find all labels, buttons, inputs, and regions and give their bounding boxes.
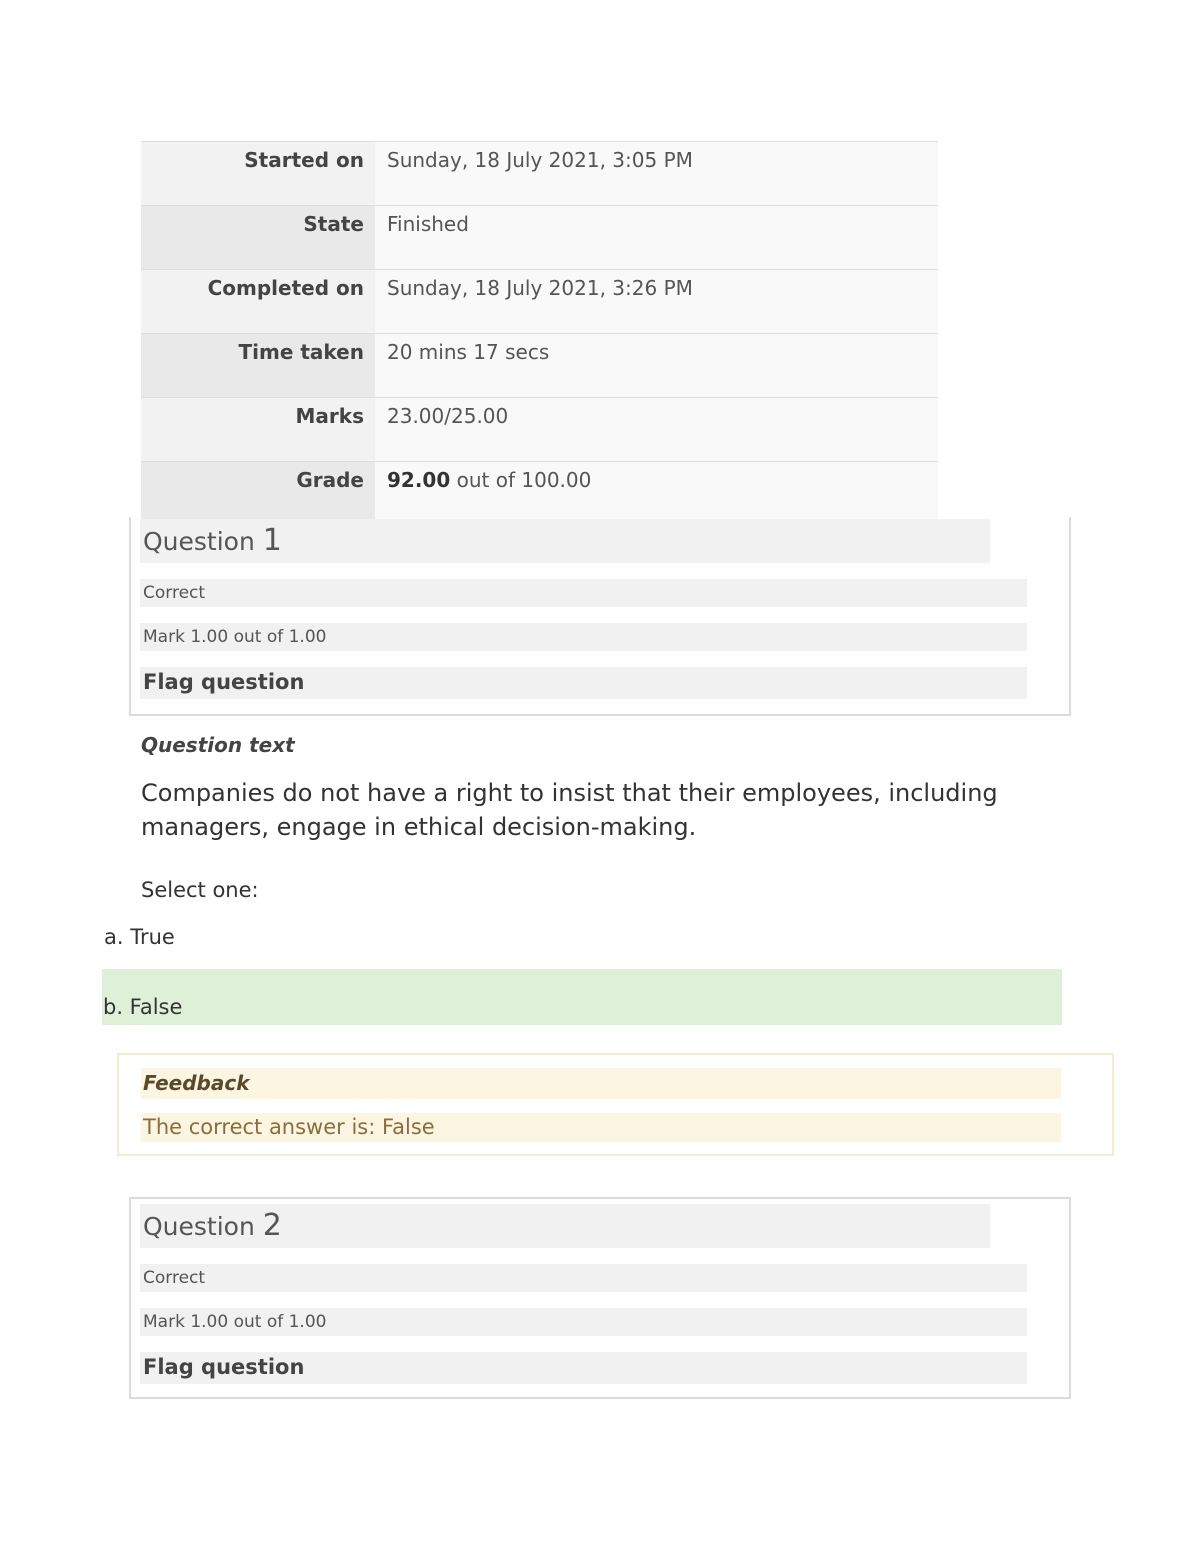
summary-label: State: [141, 206, 375, 269]
summary-row-completed: [141, 269, 938, 333]
flag-question-button[interactable]: Flag question: [140, 1352, 1027, 1384]
question-number: 1: [262, 523, 282, 558]
quiz-summary-table: [141, 141, 938, 525]
question-1-mark: Mark 1.00 out of 1.00: [140, 623, 1027, 651]
summary-row-started: [141, 141, 938, 205]
summary-label: Completed on: [141, 270, 375, 333]
summary-row-state: [141, 205, 938, 269]
question-title-word: Question: [143, 1212, 255, 1241]
summary-row-marks: [141, 397, 938, 461]
answer-option-a[interactable]: a. True: [104, 925, 175, 949]
answer-option-b-label: b. False: [103, 995, 183, 1019]
flag-question-button[interactable]: Flag question: [140, 667, 1027, 699]
summary-value: [375, 462, 938, 525]
feedback-text: The correct answer is: False: [141, 1113, 1061, 1142]
question-1-status: Correct: [140, 579, 1027, 607]
question-title-word: Question: [143, 527, 255, 556]
feedback-box: [117, 1053, 1114, 1156]
question-2-status: Correct: [140, 1264, 1027, 1292]
grade-value: 92.00: [387, 468, 451, 492]
select-one-label: Select one:: [141, 878, 259, 902]
grade-total: out of 100.00: [450, 468, 592, 492]
summary-label: Started on: [141, 142, 375, 205]
question-1-title: [140, 519, 990, 563]
question-2-mark: Mark 1.00 out of 1.00: [140, 1308, 1027, 1336]
question-text: Companies do not have a right to insist that their employees, including managers, engage in ethical decision-making.: [141, 779, 998, 841]
question-2-title: [140, 1204, 990, 1248]
question-1-info: [129, 517, 1071, 716]
question-number: 2: [262, 1208, 282, 1243]
summary-label: Marks: [141, 398, 375, 461]
answer-option-b[interactable]: [102, 969, 1062, 1025]
summary-label: Time taken: [141, 334, 375, 397]
question-2-info: [129, 1197, 1071, 1399]
summary-value: 20 mins 17 secs: [375, 334, 938, 397]
feedback-label: Feedback: [141, 1068, 1061, 1099]
summary-value: 23.00/25.00: [375, 398, 938, 461]
question-text-label: Question text: [141, 733, 295, 757]
summary-label: Grade: [141, 462, 375, 525]
summary-row-time-taken: [141, 333, 938, 397]
summary-row-grade: [141, 461, 938, 525]
summary-value: Sunday, 18 July 2021, 3:26 PM: [375, 270, 938, 333]
summary-value: Finished: [375, 206, 938, 269]
summary-value: Sunday, 18 July 2021, 3:05 PM: [375, 142, 938, 205]
